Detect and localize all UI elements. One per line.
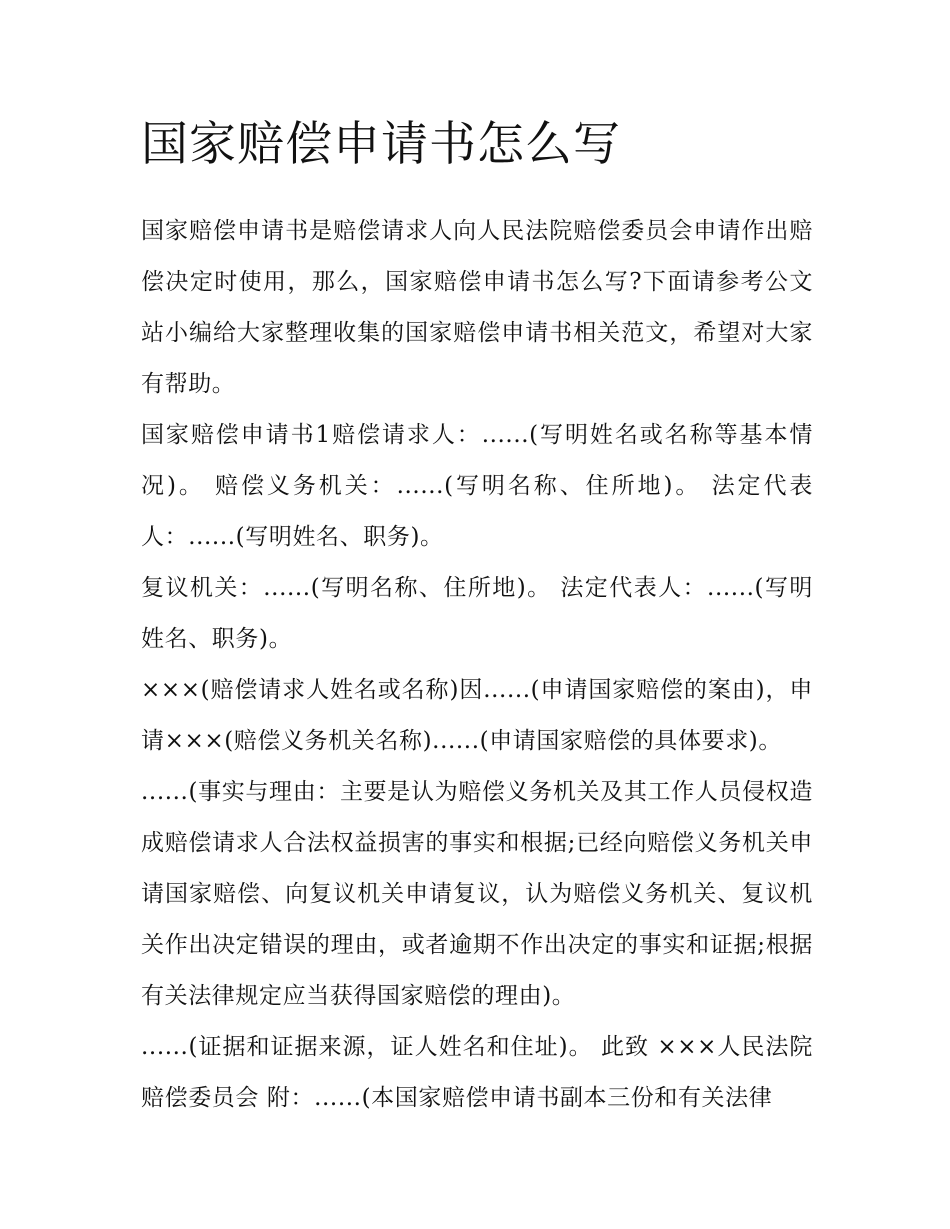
paragraph-request: ×××(赔偿请求人姓名或名称)因......(申请国家赔偿的案由)，申请×××(赔偿义务机关名称)......(申请国家赔偿的具体要求)。: [141, 677, 813, 754]
paragraph-claimant: 国家赔偿申请书1赔偿请求人：......(写明姓名或名称等基本情况)。 赔偿义务机关：......(写明名称、住所地)。 法定代表人：......(写明姓名、职务)。: [141, 422, 813, 550]
paragraph-facts-reasons: ......(事实与理由：主要是认为赔偿义务机关及其工作人员侵权造成赔偿请求人合法权益损害的事实和根据;已经向赔偿义务机关申请国家赔偿、向复议机关申请复议，认为赔偿义务机关、复议机关作出决定错误的理由，或者逾期不作出决定的事实和证据;根据有关法律规定应当获得国家赔偿的理由)。: [141, 779, 813, 1009]
paragraph-intro: 国家赔偿申请书是赔偿请求人向人民法院赔偿委员会申请作出赔偿决定时使用，那么，国家赔偿申请书怎么写?下面请参考公文站小编给大家整理收集的国家赔偿申请书相关范文，希望对大家有帮助。: [141, 218, 813, 397]
document-title: 国家赔偿申请书怎么写: [141, 117, 621, 172]
paragraph-evidence: ......(证据和证据来源，证人姓名和住址)。 此致 ×××人民法院赔偿委员会 附：......(本国家赔偿申请书副本三份和有关法律: [141, 1034, 813, 1111]
paragraph-review-authority: 复议机关：......(写明名称、住所地)。 法定代表人：......(写明姓名、职务)。: [141, 575, 813, 652]
document-page: [141, 112, 813, 1124]
